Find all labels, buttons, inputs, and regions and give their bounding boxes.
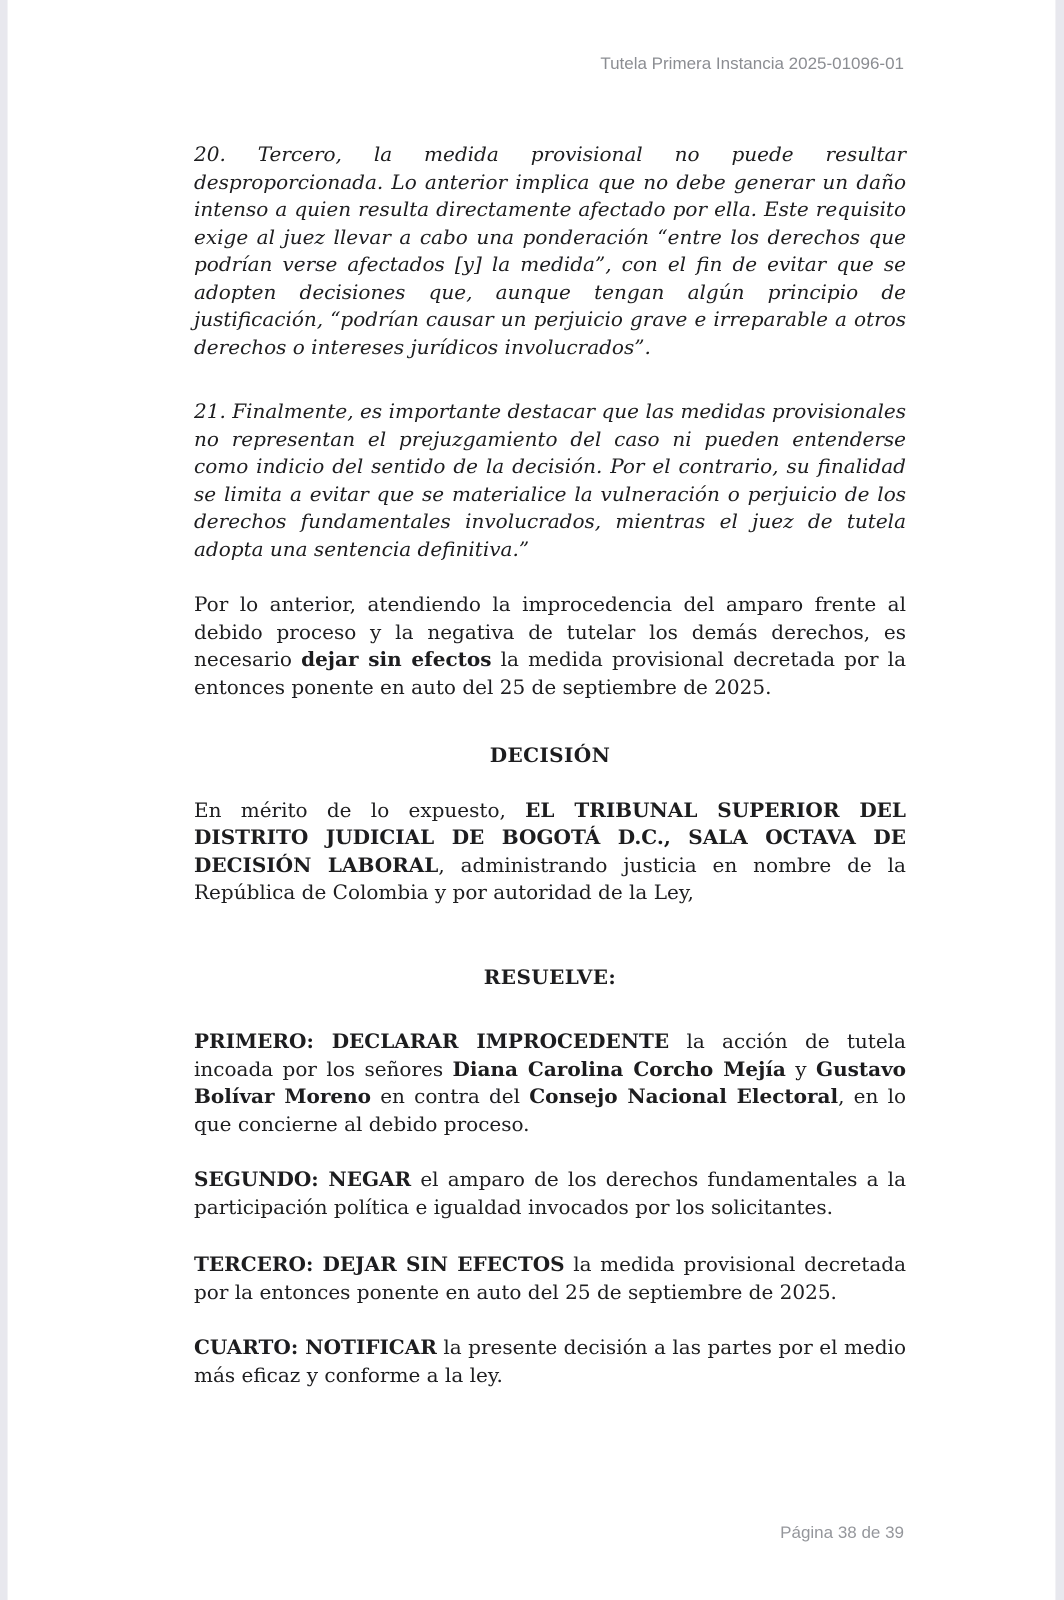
text-run: la acción de tutela incoada por los señores	[194, 1029, 906, 1081]
text-run: en contra del	[371, 1084, 530, 1108]
bold-text-run: PRIMERO: DECLARAR IMPROCEDENTE	[194, 1029, 670, 1053]
text-run: la medida provisional decretada por la entonces ponente en auto del 25 de septiembre de 2025.	[194, 1252, 906, 1304]
resolution-tercero	[194, 1251, 906, 1306]
text-run: Por lo anterior, atendiendo la improcedencia del amparo frente al debido proceso y la negativa de tutelar los demás derechos, es necesario	[194, 592, 906, 671]
bold-text-run: EL TRIBUNAL SUPERIOR DEL DISTRITO JUDICIAL DE BOGOTÁ D.C., SALA OCTAVA DE DECISIÓN LABORAL	[194, 797, 906, 877]
document-header-reference: Tutela Primera Instancia 2025-01096-01	[600, 54, 904, 73]
bold-text-run: Consejo Nacional Electoral	[529, 1084, 839, 1108]
text-run: el amparo de los derechos fundamentales a la participación política e igualdad invocados por los solicitantes.	[194, 1167, 907, 1219]
closing-paragraph	[194, 591, 906, 701]
document-page	[7, 0, 1056, 1600]
bold-text-run: Diana Carolina Corcho Mejía	[452, 1056, 786, 1081]
resolution-segundo	[194, 1166, 906, 1221]
text-run: la medida provisional decretada por la entonces ponente en auto del 25 de septiembre de 2025.	[194, 647, 907, 699]
quote-paragraph-20: 20. Tercero, la medida provisional no puede resultar desproporcionada. Lo anterior implica que no debe generar un daño intenso a quien resulta directamente afectado por ella. Este requisito exige al juez llevar a cabo una ponderación “entre los derechos que podrían verse afectados [y] la medida”, con el fin de evitar que se adopten decisiones que, aunque tengan algún principio de justificación, “podrían causar un perjuicio grave e irreparable a otros derechos o intereses jurídicos involucrados”.	[194, 142, 906, 359]
page-number-indicator: Página 38 de 39	[780, 1523, 904, 1542]
merits-paragraph	[194, 797, 906, 907]
bold-text-run: CUARTO: NOTIFICAR	[194, 1335, 437, 1359]
bold-text-run: TERCERO: DEJAR SIN EFECTOS	[194, 1252, 565, 1276]
text-run: En mérito de lo expuesto,	[194, 797, 526, 822]
bold-text-run: SEGUNDO: NEGAR	[194, 1167, 412, 1191]
bold-text-run: Gustavo Bolívar Moreno	[194, 1056, 907, 1108]
text-run: , administrando justicia en nombre de la República de Colombia y por autoridad de la Ley,	[194, 852, 906, 904]
resolution-primero	[194, 1028, 906, 1138]
resolution-cuarto	[194, 1334, 906, 1389]
decision-heading: DECISIÓN	[489, 743, 611, 767]
text-run: y	[785, 1056, 816, 1081]
text-run: , en lo que concierne al debido proceso.	[194, 1084, 907, 1136]
quote-paragraph-21: 21. Finalmente, es importante destacar que las medidas provisionales no representan el prejuzgamiento del caso ni pueden entenderse como indicio del sentido de la decisión. Por el contrario, su finalidad se limita a evitar que se materialice la vulneración o perjuicio de los derechos fundamentales involucrados, mientras el juez de tutela adopta una sentencia definitiva.”	[194, 399, 906, 561]
document-body	[194, 141, 906, 1389]
text-run: la presente decisión a las partes por el medio más eficaz y conforme a la ley.	[194, 1335, 906, 1387]
bold-text-run: dejar sin efectos	[301, 647, 492, 671]
resuelve-heading: RESUELVE:	[483, 964, 617, 989]
